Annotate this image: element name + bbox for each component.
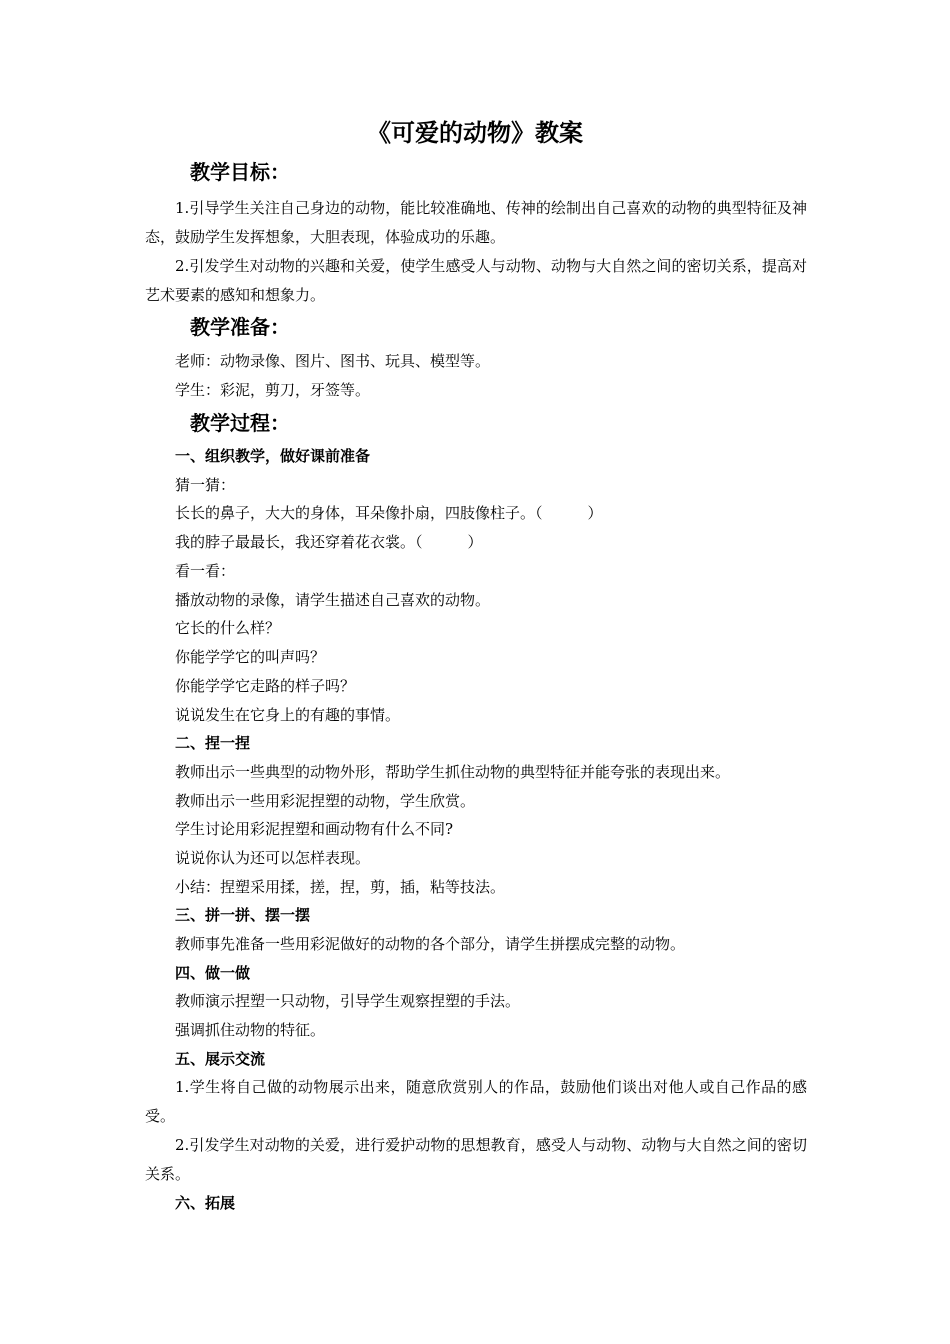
section-2-line: 说说你认为还可以怎样表现。: [175, 849, 371, 867]
section-1-line: 看一看：: [175, 562, 236, 580]
section-1-line: 猜一猜：: [175, 476, 236, 494]
section-1-line: 它长的什么样？: [175, 619, 281, 637]
preparation-teacher: 老师：动物录像、图片、图书、玩具、模型等。: [175, 352, 491, 370]
section-4-line: 强调抓住动物的特征。: [175, 1021, 326, 1039]
section-5-heading: 五、展示交流: [175, 1050, 266, 1068]
section-2-heading: 二、捏一捏: [175, 734, 251, 752]
objective-1: 1.引导学生关注自己身边的动物，能比较准确地、传神的绘制出自己喜欢的动物的典型特征及神态，鼓励学生发挥想象，大胆表现，体验成功的乐趣。: [145, 199, 807, 246]
section-4-line: 教师演示捏塑一只动物，引导学生观察捏塑的手法。: [175, 992, 521, 1010]
section-1-line: 播放动物的录像，请学生描述自己喜欢的动物。: [175, 591, 491, 609]
section-1-line: 我的脖子最最长，我还穿着花衣裳。（ ）: [175, 533, 483, 551]
objectives-heading: 教学目标：: [190, 160, 290, 184]
section-1-heading: 一、组织教学，做好课前准备: [175, 447, 371, 465]
section-1-line: 长长的鼻子，大大的身体，耳朵像扑扇，四肢像柱子。（ ）: [175, 504, 603, 522]
section-1-line: 说说发生在它身上的有趣的事情。: [175, 706, 401, 724]
section-2-line: 小结：捏塑采用揉，搓，捏，剪，插，粘等技法。: [175, 878, 506, 896]
section-5-item-1: 1.学生将自己做的动物展示出来，随意欣赏别人的作品，鼓励他们谈出对他人或自己作品的感受。: [145, 1078, 807, 1125]
document-title: 《可爱的动物》教案: [367, 119, 583, 147]
section-1-line: 你能学学它走路的样子吗？: [175, 677, 356, 695]
section-6-heading: 六、拓展: [175, 1194, 236, 1212]
section-3-heading: 三、拼一拼、摆一摆: [175, 906, 311, 924]
preparation-student: 学生：彩泥，剪刀，牙签等。: [175, 381, 371, 399]
section-3-line: 教师事先准备一些用彩泥做好的动物的各个部分，请学生拼摆成完整的动物。: [175, 935, 686, 953]
section-2-line: 教师出示一些典型的动物外形，帮助学生抓住动物的典型特征并能夸张的表现出来。: [175, 763, 731, 781]
section-2-line: 学生讨论用彩泥捏塑和画动物有什么不同?: [175, 820, 454, 838]
objective-2: 2.引发学生对动物的兴趣和关爱，使学生感受人与动物、动物与大自然之间的密切关系，提高对艺术要素的感知和想象力。: [145, 257, 807, 304]
section-1-line: 你能学学它的叫声吗？: [175, 648, 326, 666]
section-4-heading: 四、做一做: [175, 964, 251, 982]
section-5-item-2: 2.引发学生对动物的关爱，进行爱护动物的思想教育，感受人与动物、动物与大自然之间的密切关系。: [145, 1136, 807, 1183]
section-2-line: 教师出示一些用彩泥捏塑的动物，学生欣赏。: [175, 792, 476, 810]
preparation-heading: 教学准备：: [190, 315, 290, 339]
process-heading: 教学过程：: [190, 411, 290, 435]
